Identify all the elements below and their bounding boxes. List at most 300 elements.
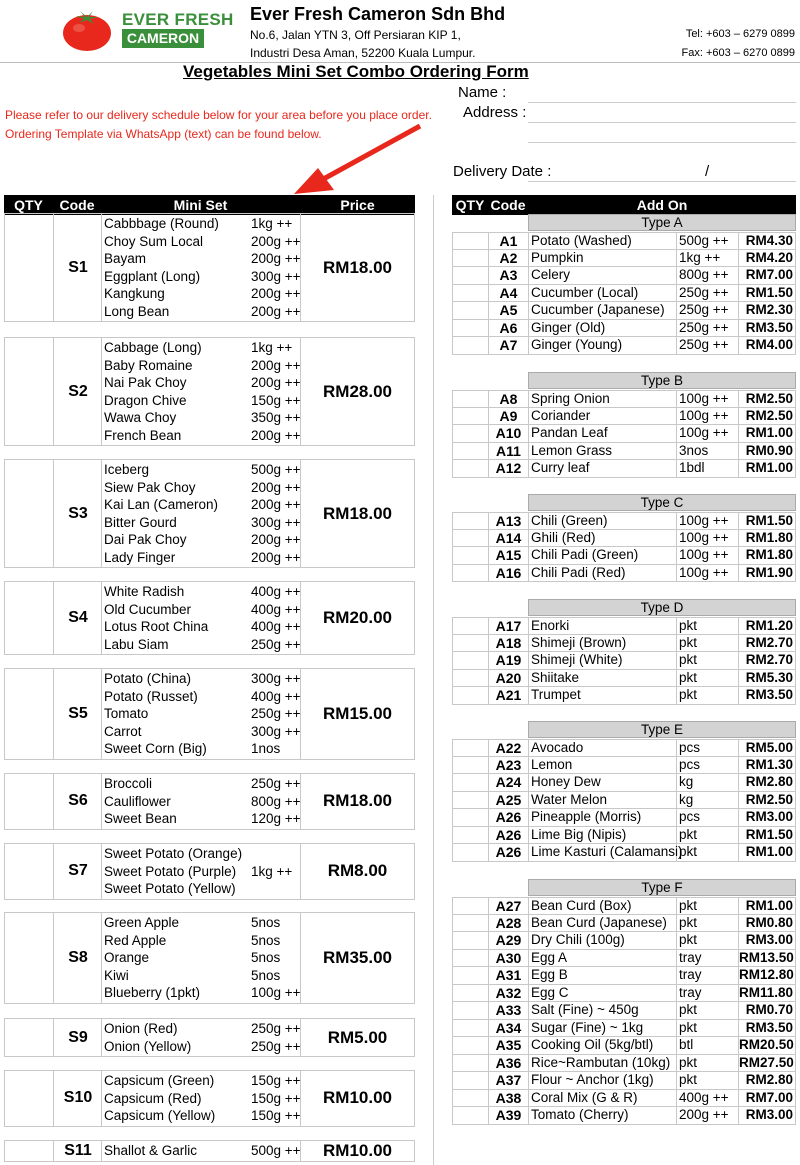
addon-code: A10	[489, 425, 529, 442]
qty-input[interactable]	[453, 1107, 489, 1124]
item-name: Broccoli	[104, 776, 153, 791]
set-item	[103, 793, 301, 811]
addon-code: A23	[489, 757, 529, 774]
set-item	[103, 670, 301, 688]
item-weight: 150g ++	[251, 1090, 301, 1106]
addon-code: A34	[489, 1020, 529, 1037]
set-items	[103, 1142, 301, 1160]
addon-row	[452, 792, 796, 810]
item-weight: 300g ++	[251, 268, 301, 284]
qty-input[interactable]	[453, 1037, 489, 1054]
addon-price: RM4.00	[745, 337, 793, 352]
addon-unit: pkt	[677, 618, 739, 634]
set-item	[103, 233, 301, 251]
item-name: Blueberry (1pkt)	[104, 985, 201, 1000]
qty-input[interactable]	[453, 513, 489, 529]
addon-row	[452, 897, 796, 915]
qty-input[interactable]	[453, 267, 489, 284]
addon-row	[452, 617, 796, 635]
addon-price: RM4.20	[745, 249, 793, 265]
addon-price: RM0.70	[745, 1002, 793, 1017]
addon-code: A2	[489, 250, 529, 267]
addon-name: Chili Padi (Green)	[529, 547, 677, 564]
addon-unit: pkt	[677, 687, 739, 704]
qty-input[interactable]	[453, 337, 489, 354]
set-item	[103, 775, 301, 793]
addon-name: Cooking Oil (5kg/btl)	[529, 1037, 677, 1054]
item-name: Onion (Yellow)	[104, 1038, 192, 1054]
addon-row	[452, 512, 796, 530]
addon-row	[452, 565, 796, 583]
set-item	[103, 427, 301, 445]
set-items	[103, 339, 301, 444]
item-name: Wawa Choy	[104, 410, 177, 425]
qty-input[interactable]	[453, 285, 489, 302]
item-name: Capsicum (Red)	[104, 1090, 202, 1106]
addon-unit: kg	[677, 774, 739, 791]
set-item	[103, 1072, 301, 1090]
addon-unit: pkt	[677, 932, 739, 949]
addon-unit: 3nos	[677, 443, 739, 460]
addon-unit: tray	[677, 985, 739, 1002]
addon-name: Cucumber (Japanese)	[529, 302, 677, 319]
addon-code: A37	[489, 1072, 529, 1089]
addon-price: RM1.50	[745, 284, 793, 300]
qty-input[interactable]	[453, 774, 489, 791]
set-item	[103, 932, 301, 950]
addon-price: RM3.00	[745, 1107, 793, 1122]
set-code: S8	[68, 948, 88, 966]
addon-name: Spring Onion	[529, 391, 677, 407]
addon-unit: pkt	[677, 670, 739, 687]
qty-input[interactable]	[453, 547, 489, 564]
qty-input[interactable]	[5, 338, 53, 445]
set-item	[103, 618, 301, 636]
addon-price: RM2.70	[745, 652, 793, 667]
addon-code: A31	[489, 967, 529, 984]
addon-code: A18	[489, 635, 529, 652]
qty-input[interactable]	[453, 967, 489, 984]
set-item	[103, 688, 301, 706]
qty-input[interactable]	[453, 1002, 489, 1019]
item-name: Labu Siam	[104, 636, 169, 652]
set-item	[103, 374, 301, 392]
addon-name: Shimeji (White)	[529, 652, 677, 669]
delivery-date-field[interactable]	[528, 181, 796, 182]
item-name: French Bean	[104, 427, 182, 443]
qty-input[interactable]	[453, 1055, 489, 1072]
addon-code: A26	[489, 827, 529, 844]
item-weight: 400g ++	[251, 688, 301, 704]
miniset-block-s8	[4, 912, 415, 1004]
addon-row	[452, 232, 796, 250]
set-item	[103, 723, 301, 741]
addon-row	[452, 1037, 796, 1055]
addon-name: Bean Curd (Japanese)	[529, 915, 677, 932]
qty-input[interactable]	[453, 915, 489, 932]
qty-input[interactable]	[5, 669, 53, 759]
address-field-line2[interactable]	[528, 142, 796, 143]
addon-code: A26	[489, 809, 529, 826]
item-name: Shallot & Garlic	[104, 1143, 198, 1158]
tomato-icon	[62, 8, 112, 52]
item-name: Sweet Potato (Yellow)	[104, 881, 236, 896]
item-name: Lotus Root China	[104, 619, 209, 634]
addon-price: RM1.30	[745, 756, 793, 772]
item-name: Sweet Potato (Purple)	[104, 863, 237, 879]
addon-price: RM3.50	[745, 319, 793, 335]
item-weight: 5nos	[251, 932, 281, 948]
addon-price: RM1.20	[745, 618, 793, 633]
qty-input[interactable]	[453, 652, 489, 669]
qty-input[interactable]	[453, 844, 489, 861]
addon-type-header: Type A	[528, 214, 796, 231]
item-weight: 1nos	[251, 741, 281, 756]
addon-price: RM1.50	[745, 826, 793, 842]
qty-input[interactable]	[453, 950, 489, 967]
addon-row	[452, 915, 796, 933]
addon-name: Enorki	[529, 618, 677, 634]
addon-code: A4	[489, 285, 529, 302]
miniset-header-price: Price	[340, 197, 375, 213]
miniset-block-s7	[4, 843, 415, 900]
item-name: Bitter Gourd	[104, 514, 177, 530]
item-weight: 5nos	[251, 950, 281, 965]
addon-row	[452, 302, 796, 320]
qty-input[interactable]	[453, 565, 489, 582]
set-item	[103, 339, 301, 357]
addon-type-header: Type F	[528, 879, 796, 896]
addon-code: A20	[489, 670, 529, 687]
addon-name: Egg C	[529, 985, 677, 1002]
addon-name: Pandan Leaf	[529, 425, 677, 442]
qty-input[interactable]	[5, 913, 53, 1003]
set-code: S3	[68, 504, 88, 522]
addon-code: A24	[489, 774, 529, 791]
item-name: Cauliflower	[104, 793, 171, 809]
addon-name: Coriander	[529, 408, 677, 425]
addon-unit: btl	[677, 1037, 739, 1054]
addon-code: A16	[489, 565, 529, 582]
addon-unit: 800g ++	[677, 267, 739, 284]
addon-price: RM3.00	[745, 809, 793, 824]
qty-input[interactable]	[453, 1090, 489, 1107]
addon-unit: pkt	[677, 1020, 739, 1037]
item-weight: 200g ++	[251, 303, 301, 319]
qty-input[interactable]	[5, 774, 53, 829]
qty-input[interactable]	[453, 391, 489, 407]
addon-unit: 250g ++	[677, 337, 739, 354]
addon-row	[452, 408, 796, 426]
qty-input[interactable]	[453, 792, 489, 809]
set-item	[103, 250, 301, 268]
miniset-block-s6	[4, 773, 415, 830]
set-price: RM18.00	[323, 257, 392, 277]
addon-code: A11	[489, 443, 529, 460]
item-weight: 200g ++	[251, 497, 301, 512]
qty-input[interactable]	[5, 1141, 53, 1161]
addon-type-header: Type D	[528, 599, 796, 616]
qty-input[interactable]	[453, 670, 489, 687]
item-weight: 120g ++	[251, 811, 301, 826]
addon-unit: 100g ++	[677, 530, 739, 547]
addon-price: RM2.50	[745, 391, 793, 406]
qty-input[interactable]	[453, 618, 489, 634]
qty-input[interactable]	[453, 425, 489, 442]
addon-price: RM2.50	[745, 791, 793, 807]
item-name: Bayam	[104, 251, 147, 266]
address-label: Address :	[463, 104, 527, 121]
item-name: Onion (Red)	[104, 1021, 178, 1036]
item-weight: 500g ++	[251, 1143, 301, 1158]
qty-input[interactable]	[453, 827, 489, 844]
addon-name: Lemon	[529, 757, 677, 774]
set-item	[103, 496, 301, 514]
item-weight: 250g ++	[251, 1038, 301, 1054]
item-weight: 200g ++	[251, 479, 301, 495]
set-code: S9	[68, 1028, 88, 1046]
item-name: Orange	[104, 950, 150, 965]
addon-price: RM7.00	[745, 1089, 793, 1105]
set-item	[103, 514, 301, 532]
addon-row	[452, 530, 796, 548]
addon-unit: 500g ++	[677, 233, 739, 249]
addon-row	[452, 267, 796, 285]
addon-code: A1	[489, 233, 529, 249]
item-weight: 200g ++	[251, 286, 301, 301]
addon-name: Lime Kasturi (Calamansi)	[531, 844, 683, 859]
set-item	[103, 1090, 301, 1108]
item-weight: 400g ++	[251, 619, 301, 634]
addon-unit: 200g ++	[677, 1107, 739, 1124]
addon-price: RM2.30	[745, 302, 793, 317]
set-item	[103, 914, 301, 932]
set-item	[103, 549, 301, 567]
set-item	[103, 285, 301, 303]
qty-input[interactable]	[453, 809, 489, 826]
item-weight: 150g ++	[251, 392, 301, 408]
item-name: Lady Finger	[104, 549, 176, 565]
addon-price: RM3.00	[745, 932, 793, 947]
item-name: Capsicum (Green)	[104, 1073, 215, 1088]
item-name: Capsicum (Yellow)	[104, 1108, 216, 1123]
addon-name: Shiitake	[529, 670, 677, 687]
addon-row	[452, 687, 796, 705]
addon-name: Pumpkin	[529, 250, 677, 267]
item-weight: 5nos	[251, 967, 281, 983]
item-name: Kangkung	[104, 286, 165, 301]
addon-price: RM2.70	[745, 634, 793, 650]
set-item	[103, 949, 301, 967]
item-weight: 200g ++	[251, 549, 301, 565]
miniset-block-s3	[4, 459, 415, 568]
addon-row	[452, 827, 796, 845]
addon-code: A6	[489, 320, 529, 337]
qty-input[interactable]	[453, 687, 489, 704]
qty-input[interactable]	[453, 985, 489, 1002]
set-code: S4	[68, 609, 88, 626]
qty-input[interactable]	[453, 460, 489, 477]
addon-code: A28	[489, 915, 529, 932]
qty-input[interactable]	[5, 1019, 53, 1056]
item-weight: 250g ++	[251, 636, 301, 652]
addon-row	[452, 635, 796, 653]
addon-code: A15	[489, 547, 529, 564]
set-item	[103, 1107, 301, 1125]
qty-input[interactable]	[453, 932, 489, 949]
company-address-line1: No.6, Jalan YTN 3, Off Persiaran KIP 1,	[250, 28, 461, 42]
qty-input[interactable]	[5, 460, 53, 567]
addon-price: RM2.80	[745, 1072, 793, 1087]
addon-row	[452, 1020, 796, 1038]
addon-unit: kg	[677, 792, 739, 809]
qty-input[interactable]	[453, 898, 489, 914]
qty-input[interactable]	[453, 1072, 489, 1089]
miniset-header-code: Code	[59, 197, 95, 213]
set-item	[103, 1038, 301, 1056]
addon-unit: pkt	[677, 898, 739, 914]
address-field-line1[interactable]	[528, 122, 796, 123]
set-items	[103, 775, 301, 828]
addon-price: RM0.80	[745, 914, 793, 930]
item-weight: 150g ++	[251, 1073, 301, 1088]
item-weight: 150g ++	[251, 1108, 301, 1123]
addon-price: RM3.50	[745, 687, 793, 702]
set-price: RM20.00	[323, 608, 392, 627]
qty-input[interactable]	[453, 635, 489, 652]
addon-code: A30	[489, 950, 529, 967]
addon-row	[452, 774, 796, 792]
item-name: Kiwi	[104, 967, 129, 983]
qty-input[interactable]	[5, 214, 53, 321]
set-price: RM18.00	[323, 503, 392, 523]
addon-unit: pkt	[677, 652, 739, 669]
qty-input[interactable]	[453, 233, 489, 249]
qty-input[interactable]	[5, 844, 53, 899]
qty-input[interactable]	[453, 408, 489, 425]
qty-input[interactable]	[453, 302, 489, 319]
addon-price: RM1.50	[745, 513, 793, 528]
addon-name: Trumpet	[529, 687, 677, 704]
addon-unit: 250g ++	[677, 285, 739, 302]
qty-input[interactable]	[453, 1020, 489, 1037]
addon-row	[452, 1055, 796, 1073]
item-name: Cabbbage (Round)	[104, 216, 219, 231]
item-weight: 250g ++	[251, 1021, 301, 1036]
qty-input[interactable]	[453, 740, 489, 756]
delivery-schedule-note: Please refer to our delivery schedule below for your area before you place order.	[5, 108, 432, 122]
set-shared-weight: 1kg ++	[251, 863, 293, 879]
addon-name: Coral Mix (G & R)	[529, 1090, 677, 1107]
item-weight: 5nos	[251, 915, 281, 930]
set-price: RM5.00	[327, 1027, 388, 1047]
addon-unit: pkt	[677, 1055, 739, 1072]
set-item	[103, 531, 301, 549]
qty-input[interactable]	[453, 530, 489, 547]
item-weight: 400g ++	[251, 601, 301, 617]
addon-row	[452, 250, 796, 268]
addon-row	[452, 985, 796, 1003]
qty-input[interactable]	[453, 443, 489, 460]
addon-row	[452, 1002, 796, 1020]
addon-row	[452, 950, 796, 968]
addon-code: A5	[489, 302, 529, 319]
set-items	[103, 583, 301, 653]
addon-row	[452, 460, 796, 478]
addon-unit: tray	[677, 967, 739, 984]
name-field[interactable]	[528, 102, 796, 103]
addon-row	[452, 652, 796, 670]
set-item	[103, 409, 301, 427]
addon-price: RM0.90	[745, 442, 793, 458]
addon-code: A36	[489, 1055, 529, 1072]
addon-code: A22	[489, 740, 529, 756]
addon-code: A8	[489, 391, 529, 407]
item-weight: 350g ++	[251, 410, 301, 425]
qty-input[interactable]	[453, 320, 489, 337]
item-weight: 100g ++	[251, 985, 301, 1000]
qty-input[interactable]	[453, 757, 489, 774]
addon-code: A12	[489, 460, 529, 477]
item-name: Siew Pak Choy	[104, 479, 196, 495]
addon-unit: 1bdl	[677, 460, 739, 477]
addon-row	[452, 757, 796, 775]
delivery-date-separator: /	[705, 163, 710, 180]
miniset-block-s2	[4, 337, 415, 446]
addon-name: Cucumber (Local)	[529, 285, 677, 302]
item-weight: 300g ++	[251, 671, 301, 686]
addon-type-header: Type B	[528, 372, 796, 389]
item-weight: 300g ++	[251, 723, 301, 739]
addon-name: Sugar (Fine) ~ 1kg	[529, 1020, 677, 1037]
addon-name: Ginger (Young)	[529, 337, 677, 354]
set-items	[103, 461, 301, 566]
addon-row	[452, 1107, 796, 1125]
addon-unit: 400g ++	[677, 1090, 739, 1107]
addon-name: Chili Padi (Red)	[529, 565, 677, 582]
set-item	[103, 1020, 301, 1038]
addon-name: Chili (Green)	[529, 513, 677, 529]
addon-code: A9	[489, 408, 529, 425]
set-price: RM18.00	[323, 791, 392, 811]
addon-row	[452, 809, 796, 827]
set-code: S6	[68, 792, 88, 810]
item-name: Long Bean	[104, 303, 170, 319]
addon-price: RM1.00	[745, 425, 793, 440]
logo-text-bottom: CAMERON	[122, 29, 204, 48]
qty-input[interactable]	[453, 250, 489, 267]
addon-price: RM7.00	[745, 267, 793, 282]
item-name: Dragon Chive	[104, 392, 187, 408]
whatsapp-template-note: Ordering Template via WhatsApp (text) can be found below.	[5, 127, 322, 141]
addon-price: RM1.00	[745, 844, 793, 859]
item-weight: 300g ++	[251, 514, 301, 530]
addon-price: RM12.80	[739, 967, 794, 982]
qty-input[interactable]	[5, 1071, 53, 1126]
item-name: Sweet Bean	[104, 811, 177, 826]
company-logo	[58, 2, 234, 54]
addon-row	[452, 337, 796, 355]
addon-unit: pkt	[677, 1072, 739, 1089]
qty-input[interactable]	[5, 582, 53, 654]
addon-name: Ghili (Red)	[529, 530, 677, 547]
item-weight: 200g ++	[251, 532, 301, 547]
item-name: Red Apple	[104, 932, 167, 948]
addon-name: Lime Big (Nipis)	[529, 827, 677, 844]
item-weight: 200g ++	[251, 375, 301, 390]
addon-code: A38	[489, 1090, 529, 1107]
addon-unit: 100g ++	[677, 565, 739, 582]
